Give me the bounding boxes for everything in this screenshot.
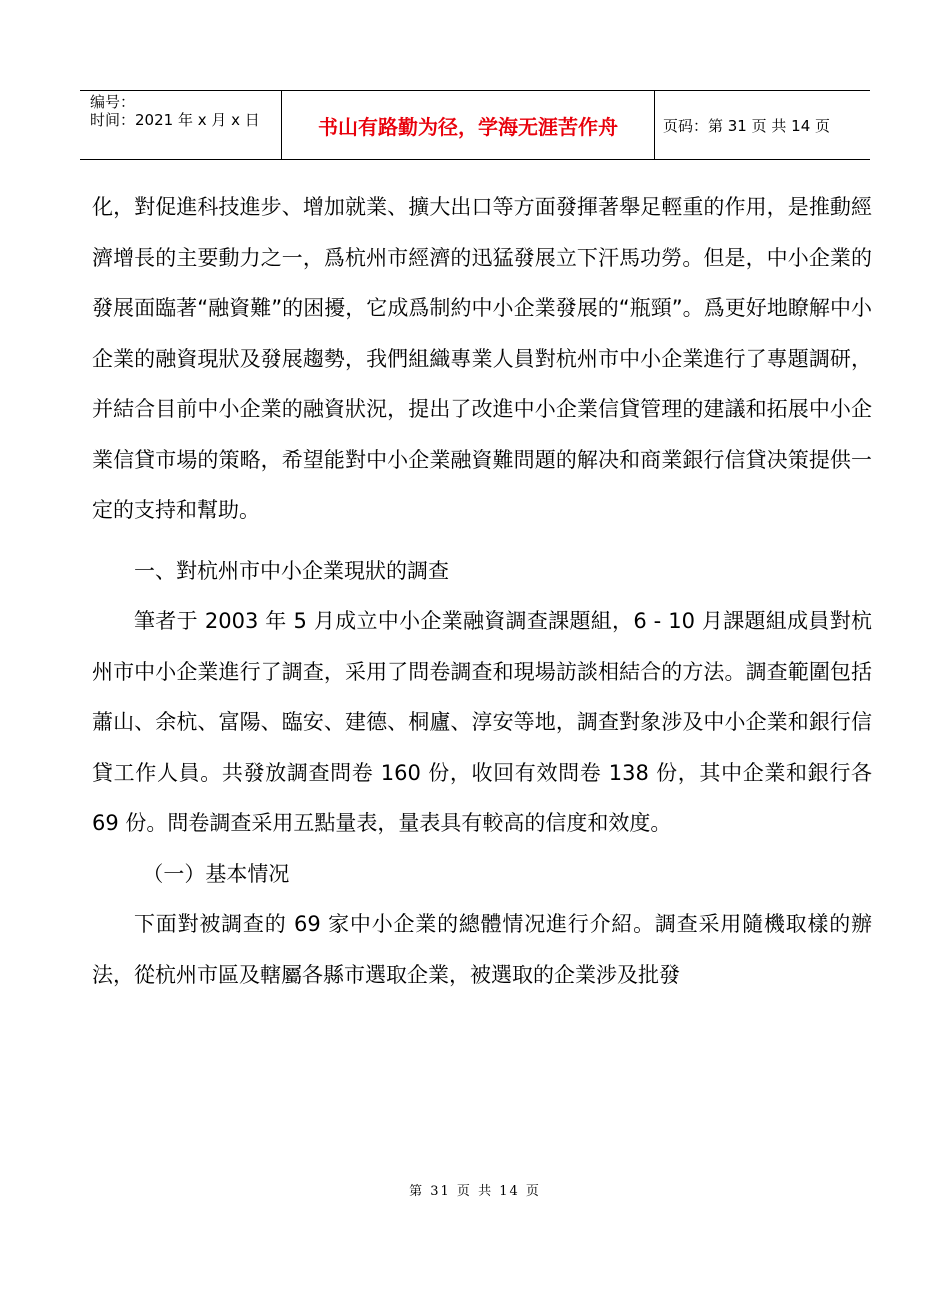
- body-paragraph: 下面對被調查的 69 家中小企業的總體情况進行介紹。調查采用隨機取樣的辦法，從杭州市區及轄屬各縣市選取企業，被選取的企業涉及批發: [92, 912, 872, 987]
- document-number-label: 编号：: [90, 93, 136, 111]
- page-header: [80, 90, 870, 160]
- subsection-heading: （一）基本情况: [142, 861, 290, 886]
- body-paragraph: 化，對促進科技進步、增加就業、擴大出口等方面發揮著舉足輕重的作用，是推動經濟增長的主要動力之一，爲杭州市經濟的迅猛發展立下汗馬功勞。但是，中小企業的發展面臨著“融資難”的困擾，它成爲制約中小企業發展的“瓶頸”。爲更好地瞭解中小企業的融資現狀及發展趨勢，我們組織專業人員對杭州市中小企業進行了專題調研，并結合目前中小企業的融資狀況，提出了改進中小企業信貸管理的建議和拓展中小企業信貸市場的策略，希望能對中小企業融資難問題的解决和商業銀行信貸决策提供一定的支持和幫助。: [92, 195, 872, 522]
- header-page-info: 页码：第 31 页 共 14 页: [663, 116, 831, 135]
- header-motto: 书山有路勤为径，学海无涯苦作舟: [281, 91, 655, 159]
- document-body: [92, 182, 872, 1000]
- document-time-label: 时间：2021 年 x 月 x 日: [90, 111, 260, 129]
- body-paragraph: 筆者于 2003 年 5 月成立中小企業融資調查課題組，6 - 10 月課題組成員對杭州市中小企業進行了調查，采用了問卷調查和現場訪談相結合的方法。調查範圍包括蕭山、余杭、富陽、臨安、建德、桐廬、淳安等地，調查對象涉及中小企業和銀行信貸工作人員。共發放調查問卷 160 份，收回有效問卷 138 份，其中企業和銀行各 69 份。問卷調查采用五點量表，量表具有較高的信度和效度。: [92, 609, 872, 835]
- section-heading: 一、對杭州市中小企業現狀的調查: [134, 558, 449, 583]
- page-footer: 第 31 页 共 14 页: [409, 1184, 541, 1199]
- header-meta: [80, 91, 281, 159]
